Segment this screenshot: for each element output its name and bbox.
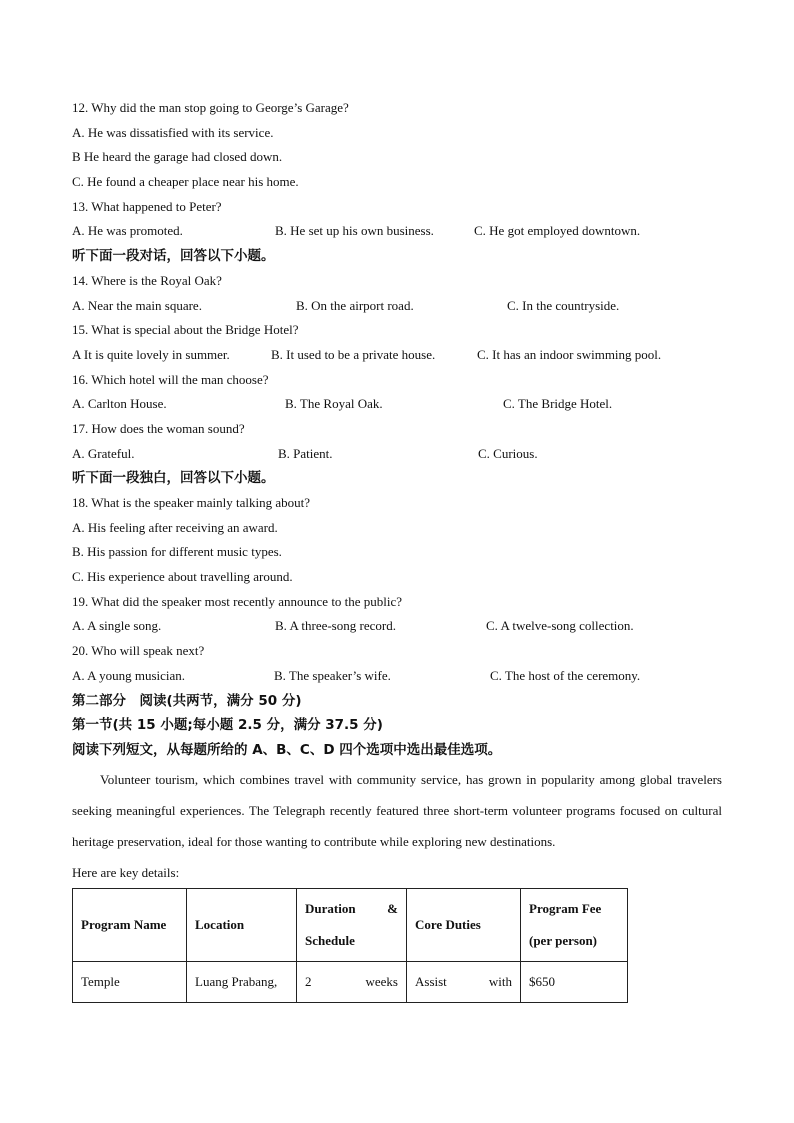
question-20-option-a: A. A young musician. bbox=[72, 667, 186, 683]
question-14-option-a: A. Near the main square. bbox=[72, 297, 202, 313]
question-18-option-b: B. His passion for different music types. bbox=[72, 544, 282, 560]
question-14-option-c: C. In the countryside. bbox=[507, 297, 620, 313]
question-20-option-b: B. The speaker’s wife. bbox=[274, 667, 391, 683]
cell-location: Luang Prabang, bbox=[187, 961, 297, 1002]
header-duration-amp: & bbox=[387, 900, 398, 916]
cell-program-fee: $650 bbox=[521, 961, 628, 1002]
question-18-option-c: C. His experience about travelling around. bbox=[72, 569, 293, 585]
cell-duties-word2: with bbox=[488, 973, 512, 989]
question-12-option-c: C. He found a cheaper place near his home. bbox=[72, 174, 299, 190]
question-16-option-b: B. The Royal Oak. bbox=[285, 396, 383, 412]
passage-paragraph: Volunteer tourism, which combines travel with community service, has grown in popularity among global travelers seeking meaningful experiences. The Telegraph recently featured three short-term volunteer programs focused on cultural heritage preservation, ideal for those wanting to contribute while exploring new destinations. bbox=[72, 771, 722, 849]
header-duration-line1 bbox=[305, 893, 398, 925]
question-15-option-b: B. It used to be a private house. bbox=[271, 346, 436, 362]
question-14-stem: 14. Where is the Royal Oak? bbox=[72, 272, 222, 288]
cell-duties-word1: Assist bbox=[415, 973, 447, 989]
question-13-option-c: C. He got employed downtown. bbox=[474, 223, 641, 239]
reading-instruction: 阅读下列短文，从每题所给的 A、B、C、D 四个选项中选出最佳选项。 bbox=[72, 741, 502, 758]
cell-program-name: Temple bbox=[73, 961, 187, 1002]
question-18-stem: 18. What is the speaker mainly talking about? bbox=[72, 495, 311, 510]
question-19-options bbox=[72, 614, 722, 639]
passage-tail: Here are key details: bbox=[72, 864, 180, 880]
question-12-option-b: B He heard the garage had closed down. bbox=[72, 149, 283, 165]
question-17-option-b: B. Patient. bbox=[278, 445, 333, 461]
cell-duration-unit: weeks bbox=[365, 973, 398, 989]
question-13-options bbox=[72, 219, 722, 244]
section-one-heading: 第一节(共 15 小题;每小题 2.5 分，满分 37.5 分) bbox=[72, 717, 383, 734]
cell-duration-inner bbox=[305, 974, 398, 990]
table-header-row bbox=[73, 888, 628, 961]
dialogue-heading: 听下面一段对话，回答以下小题。 bbox=[72, 248, 275, 265]
question-17-options bbox=[72, 442, 722, 467]
programs-table bbox=[72, 888, 628, 1003]
cell-duration-number: 2 bbox=[305, 973, 312, 989]
question-19-option-a: A. A single song. bbox=[72, 618, 162, 634]
question-15-option-c: C. It has an indoor swimming pool. bbox=[477, 346, 662, 362]
question-14-options bbox=[72, 294, 722, 319]
question-16-option-c: C. The Bridge Hotel. bbox=[503, 396, 613, 412]
question-13-option-b: B. He set up his own business. bbox=[275, 223, 434, 239]
header-schedule: Schedule bbox=[305, 932, 355, 948]
cell-duration bbox=[297, 961, 407, 1002]
exam-page bbox=[72, 96, 722, 1003]
table-row bbox=[73, 961, 628, 1002]
cell-core-duties bbox=[407, 961, 521, 1002]
question-12-stem: 12. Why did the man stop going to George’s Garage? bbox=[72, 100, 349, 115]
header-location: Location bbox=[187, 888, 297, 961]
question-13-stem: 13. What happened to Peter? bbox=[72, 198, 222, 214]
header-program-name: Program Name bbox=[73, 888, 187, 961]
question-17-option-a: A. Grateful. bbox=[72, 445, 135, 461]
question-15-option-a: A It is quite lovely in summer. bbox=[72, 346, 230, 362]
header-duration-word: Duration bbox=[305, 900, 356, 916]
monologue-heading: 听下面一段独白，回答以下小题。 bbox=[72, 470, 275, 487]
question-14-option-b: B. On the airport road. bbox=[296, 297, 414, 313]
header-duration bbox=[297, 888, 407, 961]
header-fee-line1: Program Fee bbox=[529, 900, 602, 916]
question-20-option-c: C. The host of the ceremony. bbox=[490, 667, 641, 683]
question-19-option-b: B. A three-song record. bbox=[275, 618, 396, 634]
question-19-stem: 19. What did the speaker most recently announce to the public? bbox=[72, 593, 403, 609]
question-15-options bbox=[72, 343, 722, 368]
question-13-option-a: A. He was promoted. bbox=[72, 223, 183, 239]
question-16-option-a: A. Carlton House. bbox=[72, 396, 167, 412]
question-20-options bbox=[72, 664, 722, 689]
question-20-stem: 20. Who will speak next? bbox=[72, 643, 205, 659]
question-16-stem: 16. Which hotel will the man choose? bbox=[72, 371, 269, 387]
question-19-option-c: C. A twelve-song collection. bbox=[486, 618, 634, 634]
header-program-fee bbox=[521, 888, 628, 961]
question-18-option-a: A. His feeling after receiving an award. bbox=[72, 519, 278, 535]
part-two-heading: 第二部分 阅读(共两节，满分 50 分) bbox=[72, 692, 302, 709]
header-fee-line2: (per person) bbox=[529, 932, 598, 948]
question-17-option-c: C. Curious. bbox=[478, 445, 538, 461]
header-core-duties: Core Duties bbox=[407, 888, 521, 961]
question-17-stem: 17. How does the woman sound? bbox=[72, 420, 245, 436]
question-16-options bbox=[72, 392, 722, 417]
question-15-stem: 15. What is special about the Bridge Hotel? bbox=[72, 322, 299, 338]
question-12-option-a: A. He was dissatisfied with its service. bbox=[72, 124, 274, 140]
cell-duties-inner bbox=[415, 974, 512, 990]
